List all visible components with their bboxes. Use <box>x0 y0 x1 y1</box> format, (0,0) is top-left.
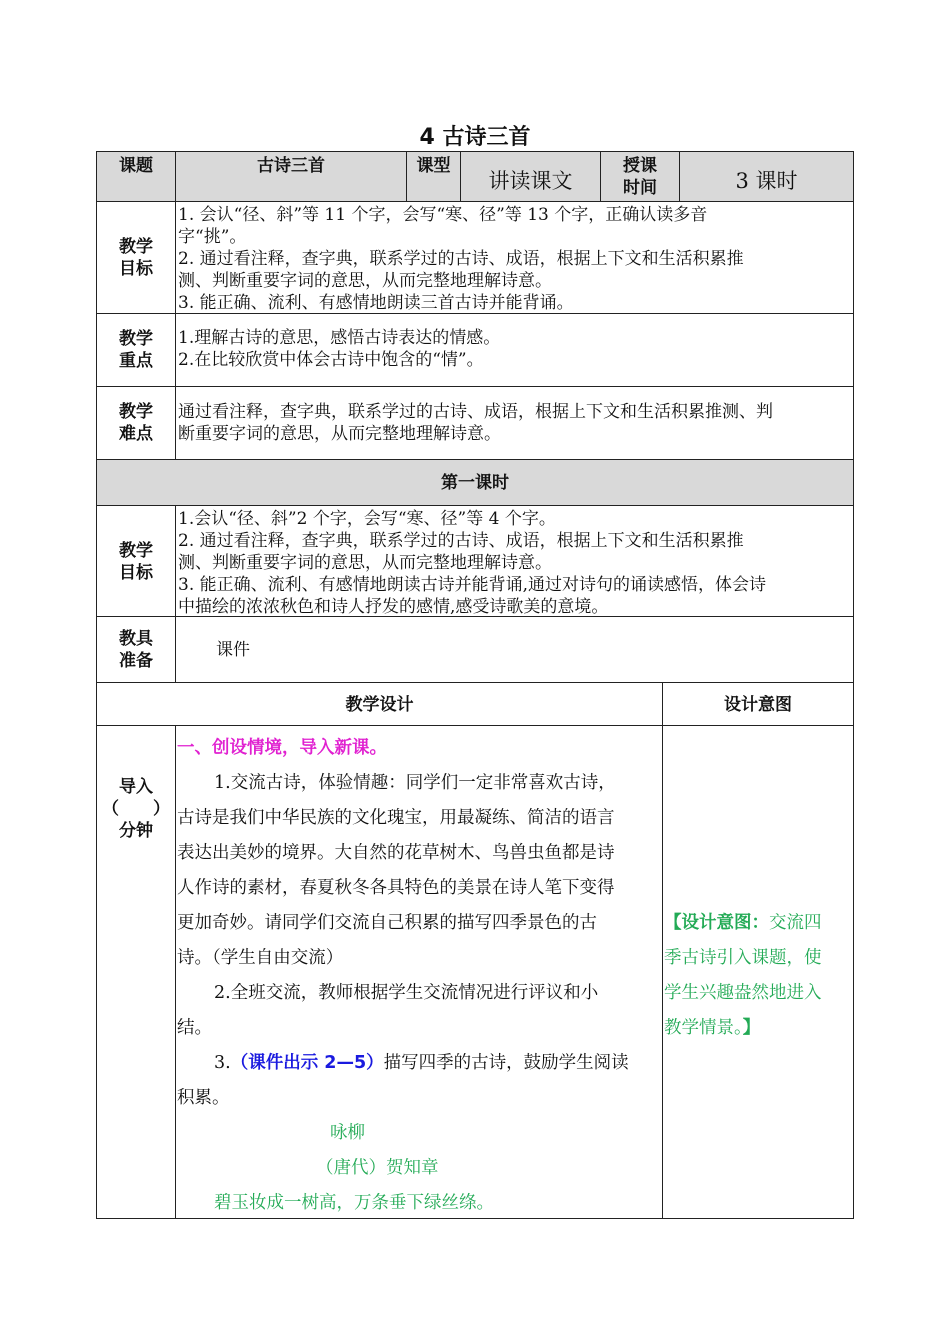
item3-number: 3. <box>214 1053 231 1073</box>
key-line: 1.理解古诗的意思，感悟古诗表达的情感。 <box>178 328 501 348</box>
tools-label-1: 教具 <box>119 629 153 649</box>
goals2-label-1: 教学 <box>119 541 153 561</box>
intent-header-cell <box>662 682 854 726</box>
content-line: 表达出美妙的境界。大自然的花草树木、鸟兽虫鱼都是诗 <box>177 843 615 863</box>
time-label-cell <box>600 151 680 202</box>
intro-label-cell <box>96 725 176 1219</box>
goal2-line: 2. 通过看注释，查字典，联系学过的古诗、成语，根据上下文和生活积累推 <box>178 531 744 551</box>
poem-author: （唐代）贺知章 <box>316 1158 439 1178</box>
difficulty-line: 断重要字词的意思，从而完整地理解诗意。 <box>178 424 501 444</box>
courseware-ref: （课件出示 2—5） <box>230 1053 384 1073</box>
goal-line: 2. 通过看注释，查字典，联系学过的古诗、成语，根据上下文和生活积累推 <box>178 249 744 269</box>
goal2-line: 中描绘的浓浓秋色和诗人抒发的感情,感受诗歌美的意境。 <box>178 597 609 617</box>
time-label-2: 时间 <box>623 178 657 198</box>
section-heading: 一、创设情境，导入新课。 <box>177 738 387 758</box>
key-line: 2.在比较欣赏中体会古诗中饱含的“情”。 <box>178 350 484 370</box>
goals2-label-cell <box>96 505 176 617</box>
topic-value: 古诗三首 <box>257 156 325 176</box>
intent-header: 设计意图 <box>724 695 792 715</box>
key-cell <box>175 313 854 387</box>
goal-line: 字“挑”。 <box>178 227 247 247</box>
intent-close: 】 <box>742 1018 761 1038</box>
goals-label-1: 教学 <box>119 237 153 257</box>
poem-line: 碧玉妆成一树高，万条垂下绿丝绦。 <box>214 1193 494 1213</box>
intent-label: 【设计意图： <box>664 913 769 933</box>
type-value: 讲读课文 <box>488 169 573 193</box>
type-cell <box>460 151 601 202</box>
intent-line <box>664 1016 760 1040</box>
intro-label-2: （ ） <box>102 799 170 819</box>
intro-label-1: 导入 <box>119 777 153 797</box>
difficulty-label-cell <box>96 386 176 460</box>
content-line: 2.全班交流，教师根据学生交流情况进行评议和小 <box>214 983 599 1003</box>
design-header: 教学设计 <box>345 695 414 715</box>
goal-line: 1. 会认“径、斜”等 11 个字，会写“寒、径”等 13 个字，正确认读多音 <box>178 205 708 225</box>
topic-label: 课题 <box>119 156 153 176</box>
tools-cell <box>175 616 854 683</box>
goal-line: 测、判断重要字词的意思，从而完整地理解诗意。 <box>178 271 552 291</box>
difficulty-cell <box>175 386 854 460</box>
intro-label-3: 分钟 <box>119 821 153 841</box>
lesson-title: 第一课时 <box>441 473 509 493</box>
goal2-line: 1.会认“径、斜”2 个字，会写“寒、径”等 4 个字。 <box>178 509 556 529</box>
difficulty-label-1: 教学 <box>119 402 153 422</box>
intent-line: 学生兴趣盎然地进入 <box>664 983 822 1003</box>
goals2-label-2: 目标 <box>119 563 153 583</box>
tools-value: 课件 <box>216 640 250 660</box>
goals2-cell <box>175 505 854 617</box>
goals-label-cell <box>96 201 176 314</box>
intent-text: 教学情景。 <box>664 1018 743 1038</box>
key-label-2: 重点 <box>119 351 153 371</box>
content-line: 积累。 <box>177 1088 230 1108</box>
time-label-1: 授课 <box>623 156 657 176</box>
intent-text: 交流四 <box>769 913 822 933</box>
content-line: 古诗是我们中华民族的文化瑰宝，用最凝练、简洁的语言 <box>177 808 615 828</box>
item3-text: 描写四季的古诗，鼓励学生阅读 <box>383 1053 629 1073</box>
key-label-cell <box>96 313 176 387</box>
lesson-title-cell <box>96 459 854 506</box>
type-label-cell <box>406 151 461 202</box>
time-cell <box>679 151 854 202</box>
goal2-line: 3. 能正确、流利、有感情地朗读古诗并能背诵,通过对诗句的诵读感悟，体会诗 <box>178 575 767 595</box>
topic-label-cell <box>96 151 176 202</box>
difficulty-line: 通过看注释，查字典，联系学过的古诗、成语，根据上下文和生活积累推测、判 <box>178 402 773 422</box>
goal2-line: 测、判断重要字词的意思，从而完整地理解诗意。 <box>178 553 552 573</box>
tools-label-cell <box>96 616 176 683</box>
content-line: 结。 <box>177 1018 212 1038</box>
document-title: 4 古诗三首 <box>419 125 531 150</box>
key-label-1: 教学 <box>119 329 153 349</box>
type-label: 课型 <box>416 156 451 176</box>
goals-label-2: 目标 <box>119 259 153 279</box>
content-line: 诗。（学生自由交流） <box>177 948 344 968</box>
intent-line <box>664 911 822 935</box>
intent-cell <box>662 725 854 1219</box>
topic-cell <box>175 151 407 202</box>
poem-title: 咏柳 <box>330 1123 365 1143</box>
goals-cell <box>175 201 854 314</box>
design-header-cell <box>96 682 663 726</box>
tools-label-2: 准备 <box>119 651 153 671</box>
content-line: 更加奇妙。请同学们交流自己积累的描写四季景色的古 <box>177 913 597 933</box>
content-line-item3 <box>214 1051 629 1075</box>
goal-line: 3. 能正确、流利、有感情地朗读三首古诗并能背诵。 <box>178 293 574 313</box>
content-line: 1.交流古诗，体验情趣：同学们一定非常喜欢古诗， <box>214 773 616 793</box>
difficulty-label-2: 难点 <box>119 424 153 444</box>
content-line: 人作诗的素材，春夏秋冬各具特色的美景在诗人笔下变得 <box>177 878 615 898</box>
design-content-cell <box>175 725 663 1219</box>
intent-line: 季古诗引入课题，使 <box>664 948 822 968</box>
time-value: 3 课时 <box>735 169 798 193</box>
